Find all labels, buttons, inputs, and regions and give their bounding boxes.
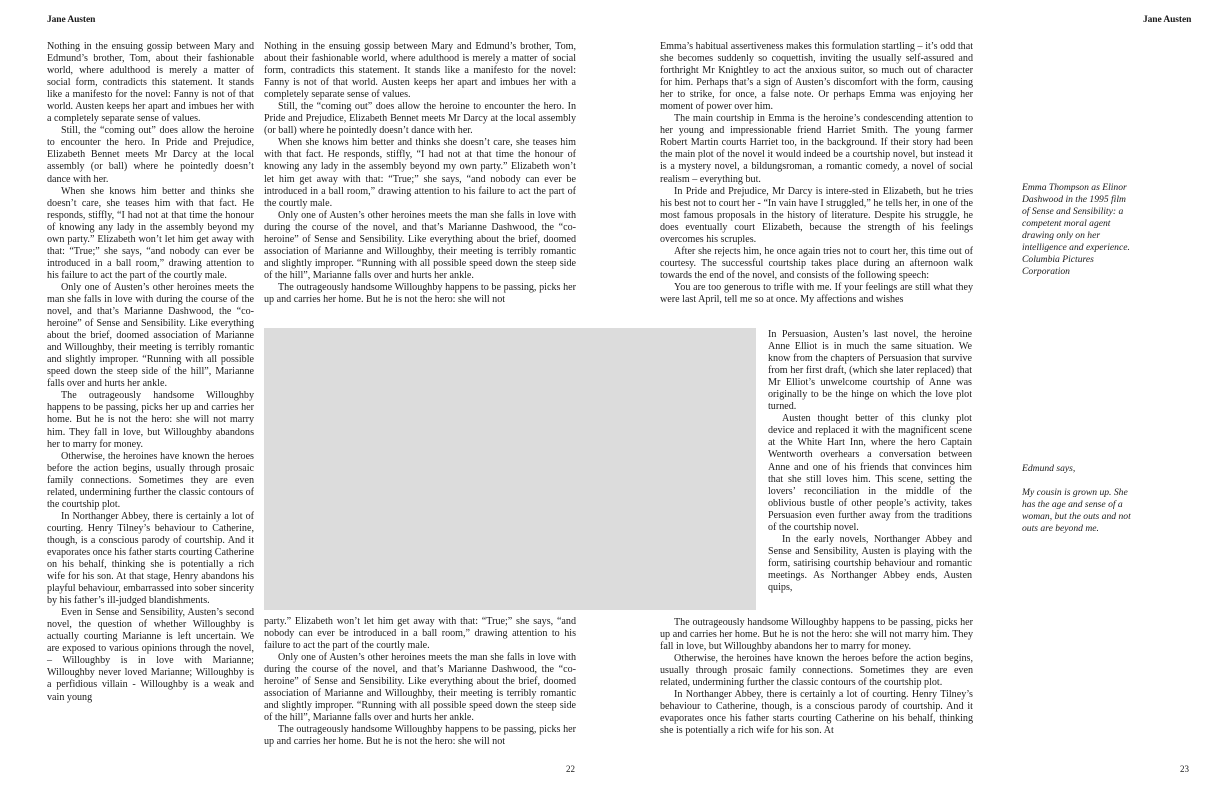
left-wide-column-bottom (264, 616, 576, 749)
paragraph: After she rejects him, he once again tries not to court her, this time out of courtesy. The successful courtship takes place during an afternoon walk towards the end of the novel, and consists of the following speech: (660, 245, 973, 281)
paragraph: You are too generous to trifle with me. If your feelings are still what they were last April, tell me so at once. My affections and wishes (660, 281, 973, 305)
pull-quote (1022, 463, 1132, 535)
paragraph: Emma’s habitual assertiveness makes this formulation startling – it’s odd that she becomes suddenly so coquettish, inviting the usually self-assured and forthright Mr Knightley to act the anxious suitor, so much out of character for him. Perhaps that’s a sign of Austen’s discomfort with the form, causing her to strike, for once, a false note. Or perhaps Emma was enjoying her moment of power over him. (660, 41, 973, 113)
paragraph: In Northanger Abbey, there is certainly a lot of courting. Henry Tilney’s behaviour to Catherine, though, is a conscious parody of courtship. And it evaporates once his father starts courting Catherine on his behalf, thinking she is potentially a rich wife for his son. At (660, 689, 973, 737)
running-head-left: Jane Austen (47, 15, 96, 25)
paragraph: The outrageously handsome Willoughby happens to be passing, picks her up and carries her home. But he is not the hero: she will not marry him. They fall in love, but Willoughby abandons her to marry for money. (660, 617, 973, 653)
paragraph: In the early novels, Northanger Abbey and Sense and Sensibility, Austen is playing with the form, satirising courtship behaviour and romantic meetings. As Northanger Abbey ends, Austen quips, (768, 533, 972, 593)
paragraph: When she knows him better and thinks she doesn’t care, she teases him with that fact. He responds, stiffly, “I had not at that time the honour of knowing any lady in the assembly beyond my own party.” Elizabeth won’t let him get away with that: “True;” she says, “and nobody can ever be introduced in a ball room,” drawing attention to his failure to act the part of the courtly male. (264, 137, 576, 209)
image-placeholder (264, 328, 756, 610)
pull-quote-text: My cousin is grown up. She has the age and sense of a woman, but the outs and not outs are beyond me. (1022, 487, 1131, 534)
paragraph: In Northanger Abbey, there is certainly a lot of courting. Henry Tilney’s behaviour to Catherine, though, is a conscious parody of courtship. And it evaporates once his father starts courting Catherine on his behalf, thinking she is potentially a rich wife for his son. At that stage, Henry abandons his playful behaviour, embarrassed into sober sincerity by his father’s ill-judged blandishments. (47, 510, 254, 607)
image-caption (1022, 182, 1132, 278)
paragraph: party.” Elizabeth won’t let him get away with that: “True;” she says, “and nobody can ever be introduced in a ball room,” drawing attention to his failure to act the part of the courtly male. (264, 616, 576, 652)
paragraph: Otherwise, the heroines have known the heroes before the action begins, usually through prosaic family connections. Sometimes they are even related, undermining further the classic contours of the courtship plot. (660, 653, 973, 689)
paragraph: Nothing in the ensuing gossip between Mary and Edmund’s brother, Tom, about their fashionable world, where adulthood is merely a matter of social form, contradicts this statement. It stands like a manifesto for the novel: Fanny is not of that world. Austen keeps her apart and imbues her with a completely separate sense of values. (47, 41, 254, 125)
right-column-bottom (660, 617, 973, 737)
paragraph: The outrageously handsome Willoughby happens to be passing, picks her up and carries her home. But he is not the hero: she will not (264, 281, 576, 305)
paragraph: The outrageously handsome Willoughby happens to be passing, picks her up and carries her home. But he is not the hero: she will not marry him. They fall in love, but Willoughby abandons her to marry for money. (47, 390, 254, 450)
paragraph: Only one of Austen’s other heroines meets the man she falls in love with during the course of the novel, and that’s Marianne Dashwood, the “co-heroine” of Sense and Sensibility. Like everything about the brief, doomed association of Marianne and Willoughby, their meeting is terribly romantic and slightly improper. “Running with all possible speed down the steep side of the hill”, Marianne falls over and hurts her ankle. (264, 209, 576, 281)
paragraph: Still, the “coming out” does allow the heroine to encounter the hero. In Pride and Prejudice, Elizabeth Bennet meets Mr Darcy at the local assembly (or ball) where he pointedly doesn’t dance with her. (264, 101, 576, 137)
paragraph: Even in Sense and Sensibility, Austen’s second novel, the question of whether Willoughby is actually courting Marianne is left uncertain. We are exposed to various opinions through the novel, – Willoughby is in love with Marianne; Willoughby never loved Marianne; Willoughby is a perfidious villain - Willoughby is a weak and vain young (47, 607, 254, 703)
pull-quote-intro: Edmund says, (1022, 463, 1076, 474)
right-column-top (660, 41, 973, 306)
paragraph: In Pride and Prejudice, Mr Darcy is intere-sted in Elizabeth, but he tries his best not to court her - “In vain have I struggled,” he tells her, in one of the most famous proposals in the history of literature. Despite his struggle, he does eventually court Elizabeth, because the strength of his feelings overcomes his scruples. (660, 185, 973, 245)
page-number-left: 22 (566, 764, 575, 774)
paragraph: Austen thought better of this clunky plot device and replaced it with the magnificent scene at the White Hart Inn, where the hero Captain Wentworth overhears a conversation between Anne and one of his friends that convinces him that she still loves him. This scene, setting the lovers’ reconciliation in the middle of the oblivious bustle of other people’s activity, takes Persuasion even further away from the traditions of the courtship novel. (768, 413, 972, 533)
page-number-right: 23 (1180, 764, 1189, 774)
running-head-right: Jane Austen (1143, 15, 1192, 25)
paragraph: Nothing in the ensuing gossip between Mary and Edmund’s brother, Tom, about their fashionable world, where adulthood is merely a matter of social form, contradicts this statement. It stands like a manifesto for the novel: Fanny is not of that world. Austen keeps her apart and imbues her with a completely separate sense of values. (264, 41, 576, 101)
paragraph: The outrageously handsome Willoughby happens to be passing, picks her up and carries her home. But he is not the hero: she will not (264, 724, 576, 748)
paragraph: Still, the “coming out” does allow the heroine to encounter the hero. In Pride and Prejudice, Elizabeth Bennet meets Mr Darcy at the local assembly (or ball) where he pointedly doesn’t dance with her. (47, 125, 254, 185)
paragraph: When she knows him better and thinks she doesn’t care, she teases him with that fact. He responds, stiffly, “I had not at that time the honour of knowing any lady in the assembly beyond my own party.” Elizabeth won’t let him get away with that: “True;” she says, “and nobody can ever be introduced in a ball room,” drawing attention to his failure to act the part of the courtly male. (47, 185, 254, 281)
caption-text: Emma Thompson as Elinor Dashwood in the 1995 film of Sense and Sensibility: a competent moral agent drawing only on her intelligence and experience. Columbia Pictures Corporation (1022, 182, 1130, 277)
left-wide-column-top (264, 41, 576, 306)
left-narrow-column (47, 41, 254, 704)
paragraph: Otherwise, the heroines have known the heroes before the action begins, usually through prosaic family connections. Sometimes they are even related, undermining further the classic contours of the courtship plot. (47, 450, 254, 510)
paragraph: The main courtship in Emma is the heroine’s condescending attention to her young and impressionable friend Harriet Smith. The young farmer Robert Martin courts Harriet too, in the background. If their story had been the main plot of the novel it would indeed be a courtship novel, but instead it is a mystery novel, a bildungsroman, a romantic comedy, a novel of social realism – everything but. (660, 113, 973, 185)
right-column-middle (768, 329, 972, 594)
paragraph: Only one of Austen’s other heroines meets the man she falls in love with during the course of the novel, and that’s Marianne Dashwood, the “co-heroine” of Sense and Sensibility. Like everything about the brief, doomed association of Marianne and Willoughby, their meeting is terribly romantic and slightly improper. “Running with all possible speed down the steep side of the hill”, Marianne falls over and hurts her ankle. (264, 652, 576, 724)
paragraph: Only one of Austen’s other heroines meets the man she falls in love with during the course of the novel, and that’s Marianne Dashwood, the “co-heroine” of Sense and Sensibility. Like everything about the brief, doomed association of Marianne and Willoughby, their meeting is terribly romantic and slightly improper. “Running with all possible speed down the steep side of the hill”, Marianne falls over and hurts her ankle. (47, 281, 254, 390)
paragraph: In Persuasion, Austen’s last novel, the heroine Anne Elliot is in much the same situation. We know from the chapters of Persuasion that survive from her first draft, (which she later replaced) that Mr Elliot’s unwelcome courtship of Anne was originally to be the hinge on which the love plot turned. (768, 329, 972, 413)
